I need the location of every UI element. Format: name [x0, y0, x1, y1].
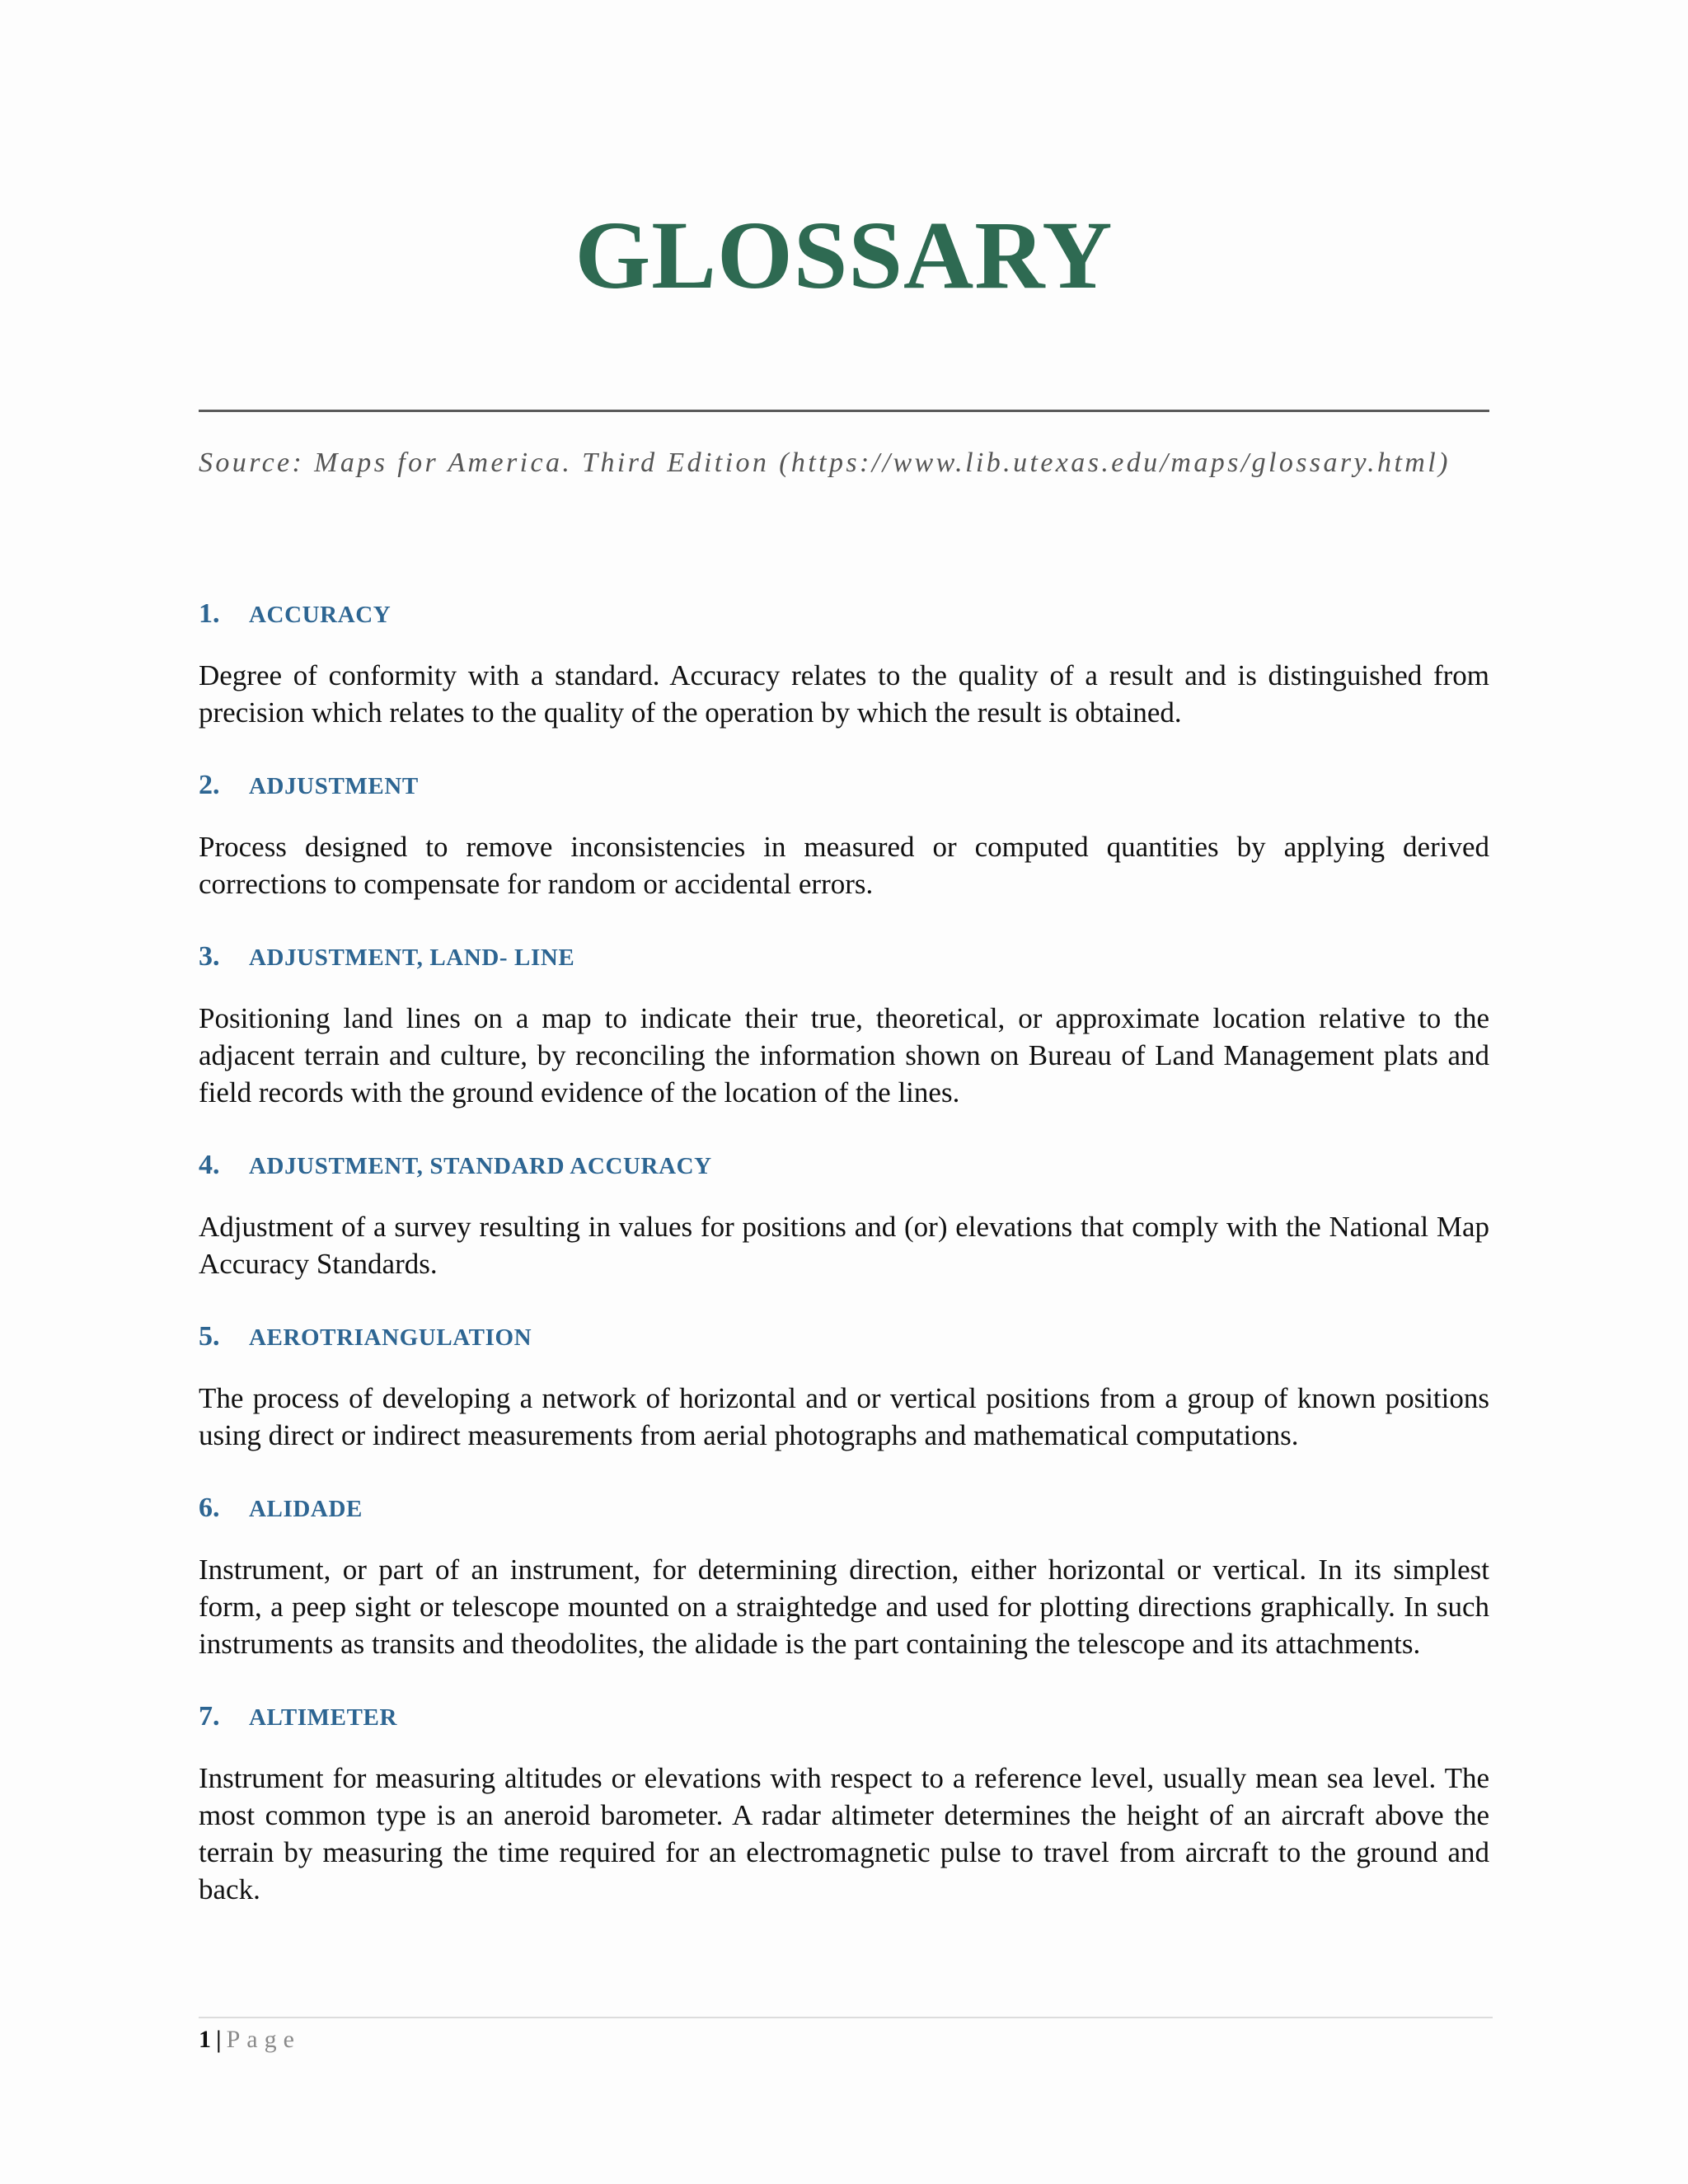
glossary-entry: [199, 924, 1489, 1111]
entry-number: 5.: [199, 1321, 220, 1352]
page-number: 1: [199, 2026, 211, 2053]
page-label: Page: [226, 2026, 301, 2053]
entry-heading: [199, 1475, 1489, 1541]
entry-term: ALTIMETER: [249, 1704, 397, 1731]
glossary-entry: [199, 1132, 1489, 1282]
entry-number: 4.: [199, 1150, 220, 1180]
entry-term: ACCURACY: [249, 602, 392, 628]
title-divider: [199, 410, 1489, 412]
page-footer: [199, 2023, 301, 2056]
entry-definition: Positioning land lines on a map to indicate their true, theoretical, or approximate location relative to the adjacent terrain and culture, by reconciling the information shown on Bureau of Land Management plats and field records with the ground evidence of the location of the lines.: [199, 1002, 1489, 1108]
glossary-entry: [199, 581, 1489, 731]
entry-definition: Process designed to remove inconsistencies in measured or computed quantities by applying derived corrections to compensate for random or accidental errors.: [199, 831, 1489, 900]
entry-heading: [199, 752, 1489, 818]
entry-term: ADJUSTMENT, LAND- LINE: [249, 944, 575, 971]
entry-definition: Adjustment of a survey resulting in values for positions and (or) elevations that comply with the National Map Accuracy Standards.: [199, 1211, 1489, 1280]
entry-definition: Instrument for measuring altitudes or elevations with respect to a reference level, usually mean sea level. The most common type is an aneroid barometer. A radar altimeter determines the height of an aircraft above the terrain by measuring the time required for an electromagnetic pulse to travel from aircraft to the ground and back.: [199, 1762, 1489, 1905]
entry-number: 1.: [199, 598, 220, 629]
entry-definition: Degree of conformity with a standard. Accuracy relates to the quality of a result and is distinguished from precision which relates to the quality of the operation by which the result is obtained.: [199, 659, 1489, 729]
entry-heading: [199, 1304, 1489, 1370]
entry-heading: [199, 581, 1489, 647]
entry-term: ADJUSTMENT: [249, 773, 419, 799]
entry-heading: [199, 1132, 1489, 1198]
entry-term: ADJUSTMENT, STANDARD ACCURACY: [249, 1153, 712, 1179]
entry-number: 7.: [199, 1701, 220, 1732]
entry-definition: The process of developing a network of horizontal and or vertical positions from a group of known positions using direct or indirect measurements from aerial photographs and mathematical computations.: [199, 1382, 1489, 1451]
glossary-list: [199, 581, 1489, 1929]
entry-number: 6.: [199, 1493, 220, 1523]
entry-term: AEROTRIANGULATION: [249, 1324, 532, 1351]
page-title: GLOSSARY: [574, 201, 1114, 309]
glossary-entry: [199, 752, 1489, 902]
entry-heading: [199, 924, 1489, 990]
entry-number: 3.: [199, 941, 220, 972]
glossary-entry: [199, 1475, 1489, 1662]
glossary-entry: [199, 1684, 1489, 1908]
entry-heading: [199, 1684, 1489, 1750]
source-citation: Source: Maps for America. Third Edition (https://www.lib.utexas.edu/maps/glossary.html): [199, 448, 1451, 478]
footer-separator: |: [216, 2026, 222, 2053]
glossary-entry: [199, 1304, 1489, 1454]
footer-divider: [199, 2017, 1493, 2018]
entry-term: ALIDADE: [249, 1496, 363, 1522]
entry-number: 2.: [199, 770, 220, 800]
entry-definition: Instrument, or part of an instrument, for determining direction, either horizontal or vertical. In its simplest form, a peep sight or telescope mounted on a straightedge and used for plotting directions graphically. In such instruments as transits and theodolites, the alidade is the part containing the telescope and its attachments.: [199, 1554, 1489, 1660]
